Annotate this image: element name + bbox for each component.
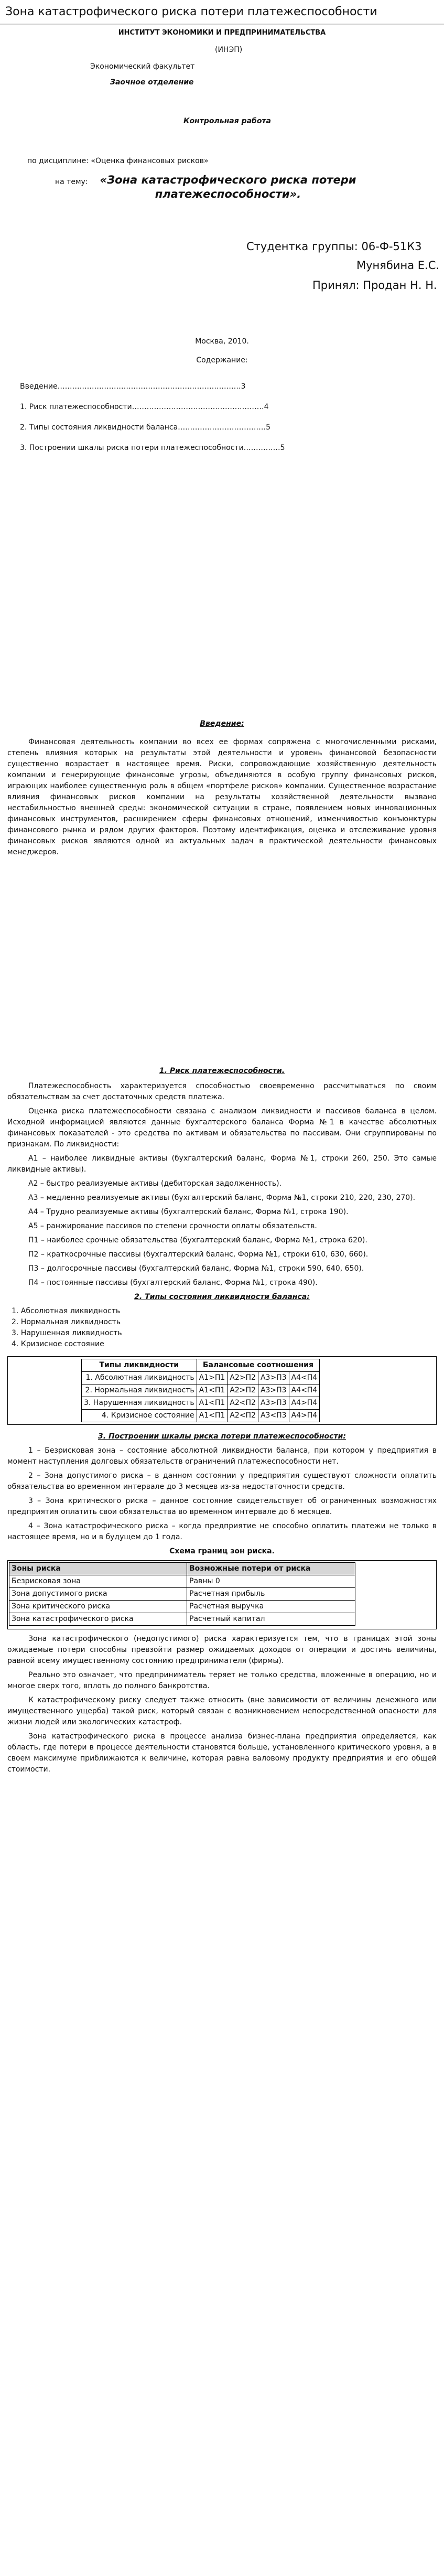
paragraph: К катастрофическому риску следует также относить (вне зависимости от величины денежного или имущественного ущерба) такой риск, который связан с возникновением непосредственной опасности для жизни людей или экологических катастроф.	[7, 1696, 437, 1726]
section1-heading: 1. Риск платежеспособности.	[159, 1067, 285, 1075]
paragraph: Оценка риска платежеспособности связана с анализом ликвидности и пассивов баланса в целом. Исходной информацией являются данные бухгалтерского баланса Форма №1 в качестве абсолютных финансовых показателей - это средства по активам и обязательства по пассивам. Они сгруппированы по признакам. По ликвидности:	[7, 1107, 437, 1149]
list-item: 3. Нарушенная ликвидность	[12, 1329, 122, 1337]
column-header: Типы ликвидности	[82, 1359, 197, 1372]
table-cell: А3>П3	[258, 1372, 289, 1384]
table-cell: А4>П4	[289, 1397, 320, 1410]
zone-description: 3 – Зона критического риска – данное состояние свидетельствует об ограниченных возможностях предприятия оплатить свои обязательства во временном интервале до 6 месяцев.	[7, 1497, 437, 1516]
asset-a3: А3 – медленно реализуемые активы (бухгалтерский баланс, Форма №1, строки 210, 220, 230, 270).	[28, 1194, 416, 1202]
title-page	[0, 25, 444, 387]
asset-a4: А4 – Трудно реализуемые активы (бухгалтерский баланс, Форма №1, строка 190).	[28, 1208, 349, 1216]
table-row	[82, 1397, 320, 1410]
table-row	[82, 1384, 320, 1397]
table-row	[9, 1613, 355, 1626]
student-group: Студентка группы: 06-Ф-51К3	[246, 240, 422, 253]
scheme-title: Схема границ зон риска.	[169, 1547, 275, 1555]
table-cell: Зона катастрофического риска	[9, 1613, 187, 1626]
table-cell: А4<П4	[289, 1372, 320, 1384]
intro-heading: Введение:	[200, 720, 244, 728]
table-row	[82, 1372, 320, 1384]
institute-name: ИНСТИТУТ ЭКОНОМИКИ И ПРЕДПРИНИМАТЕЛЬСТВА	[118, 29, 326, 37]
paragraph: Зона катастрофического (недопустимого) риска характеризуется тем, что в границах этой зоны ожидаемые потери способны превзойти размер ожидаемых доходов от операции и достичь величины, равной всему имущественному состоянию предпринимателя (фирмы).	[7, 1635, 437, 1665]
paragraph: Реально это означает, что предприниматель теряет не только средства, вложенные в операцию, но и многое сверх того, вплоть до полного банкротства.	[7, 1671, 437, 1690]
table-cell: А2<П2	[228, 1410, 258, 1422]
contents-title: Содержание:	[196, 356, 248, 364]
table-cell: А2>П2	[228, 1372, 258, 1384]
work-type: Контрольная работа	[183, 117, 272, 125]
liquidity-types-list	[0, 1306, 444, 1350]
column-header: Балансовые соотношения	[197, 1359, 320, 1372]
table-cell: 3. Нарушенная ликвидность	[82, 1397, 197, 1410]
toc-item[interactable]: 3. Построении шкалы риска потери платежеспособности……………5	[20, 444, 285, 452]
institute-abbr: (ИНЭП)	[215, 46, 243, 54]
city-year: Москва, 2010.	[195, 337, 249, 346]
section3-heading: 3. Построении шкалы риска потери платежеспособности:	[98, 1432, 346, 1441]
table-row	[9, 1575, 355, 1588]
table-cell: Расчетная выручка	[187, 1601, 355, 1613]
faculty: Экономический факультет	[90, 62, 195, 71]
teacher: Принял: Продан Н. Н.	[312, 279, 437, 292]
table-cell: А1<П1	[197, 1384, 228, 1397]
zone-description: 2 – Зона допустимого риска – в данном состоянии у предприятия существуют сложности оплатить обязательства во временном интервале до 3 месяцев из-за недостаточности средств.	[7, 1472, 437, 1491]
table-cell: А1>П1	[197, 1372, 228, 1384]
zone-description: 4 – Зона катастрофического риска – когда предприятие не способно оплатить платежи не только в настоящее время, но и в будущем до 1 года.	[7, 1522, 437, 1541]
table-cell: 1. Абсолютная ликвидность	[82, 1372, 197, 1384]
toc-item[interactable]: Введение…………………………………………………………………3	[20, 382, 246, 391]
table-row	[9, 1601, 355, 1613]
table-cell: А1<П1	[197, 1410, 228, 1422]
liability-p3: П3 – долгосрочные пассивы (бухгалтерский баланс, Форма №1, строки 590, 640, 650).	[28, 1264, 364, 1273]
list-item: 1. Абсолютная ликвидность	[12, 1307, 121, 1315]
topic-label: на тему:	[55, 178, 88, 186]
risk-zones-table	[9, 1562, 355, 1626]
discipline: по дисциплине: «Оценка финансовых рисков»	[27, 157, 209, 165]
asset-a1: А1 – наиболее ликвидные активы (бухгалтерский баланс, Форма №1, строки 260, 250. Это самые ликвидные активы).	[7, 1154, 437, 1174]
intro-section	[0, 718, 444, 858]
list-item: 4. Кризисное состояние	[12, 1340, 104, 1348]
table-row	[82, 1410, 320, 1422]
section2-heading: 2. Типы состояния ликвидности баланса:	[134, 1293, 310, 1301]
table-cell: А4>П4	[289, 1410, 320, 1422]
paragraph: Зона катастрофического риска в процессе анализа бизнес-плана предприятия определяется, как область, где потери в процессе деятельности становятся больше, установленного критического уровня, а в своем максимуме приближаются к величине, которая равна валовому продукту предприятия и его общей стоимости.	[7, 1732, 437, 1774]
table-of-contents	[0, 381, 444, 454]
student-name: Мунябина Е.С.	[356, 259, 440, 272]
table-cell: Безрисковая зона	[9, 1575, 187, 1588]
table-cell: А3>П3	[258, 1397, 289, 1410]
liability-p1: П1 – наиболее срочные обязательства (бухгалтерский баланс, Форма №1, строка 620).	[28, 1236, 367, 1244]
section-liquidity-types	[0, 1292, 444, 1425]
liquidity-table-frame	[7, 1356, 437, 1425]
liquidity-table	[81, 1359, 320, 1422]
table-cell: А1<П1	[197, 1397, 228, 1410]
table-cell: 2. Нормальная ликвидность	[82, 1384, 197, 1397]
section-solvency-risk	[0, 1066, 444, 1289]
table-cell: 4. Кризисное состояние	[82, 1410, 197, 1422]
intro-paragraph: Финансовая деятельность компании во всех ее формах сопряжена с многочисленными рисками, степень влияния которых на результаты этой деятельности и уровень финансовой безопасности существенно возрастает в настоящее время. Риски, сопровождающие хозяйственную деятельность компании и генерирующие финансовые угрозы, объединяются в особую группу финансовых рисков, играющих наиболее существенную роль в общем «портфеле рисков» компании. Существенное возрастание влияния финансовых рисков компании на результаты хозяйственной деятельности вызвано нестабильностью внешней среды: экономической ситуации в стране, появлением новых инновационных финансовых инструментов, расширением сферы финансовых отношений, изменчивостью конъюнктуры финансового рынка и рядом других факторов. Поэтому идентификация, оценка и отслеживание уровня финансовых рисков являются одной из актуальных задач в практической деятельности финансовых менеджеров.	[7, 738, 437, 856]
asset-a2: А2 – быстро реализуемые активы (дебиторская задолженность).	[28, 1179, 282, 1188]
table-cell: Равны 0	[187, 1575, 355, 1588]
table-row	[9, 1588, 355, 1601]
table-cell: А2<П2	[228, 1397, 258, 1410]
scheme-table-frame	[7, 1560, 437, 1629]
table-cell: А3>П3	[258, 1384, 289, 1397]
toc-item[interactable]: 1. Риск платежеспособности………………………………………………4	[20, 403, 269, 411]
table-cell: Расчетная прибыль	[187, 1588, 355, 1601]
list-item: 2. Нормальная ликвидность	[12, 1318, 121, 1326]
section-risk-scale	[0, 1431, 444, 1775]
liability-p2: П2 – краткосрочные пассивы (бухгалтерский баланс, Форма №1, строки 610, 630, 660).	[28, 1250, 369, 1259]
column-header: Зоны риска	[9, 1563, 187, 1575]
department: Заочное отделение	[110, 78, 194, 87]
zone-description: 1 – Безрисковая зона – состояние абсолютной ликвидности баланса, при котором у предприятия в момент наступления долговых обязательств ограничений платежеспособности нет.	[7, 1446, 437, 1466]
table-cell: А3<П3	[258, 1410, 289, 1422]
liability-p4: П4 – постоянные пассивы (бухгалтерский баланс, Форма №1, строка 490).	[28, 1279, 318, 1287]
column-header: Возможные потери от риска	[187, 1563, 355, 1575]
table-cell: Зона допустимого риска	[9, 1588, 187, 1601]
topic: «Зона катастрофического риска потери платежеспособности».	[100, 174, 356, 201]
paragraph: Платежеспособность характеризуется способностью своевременно рассчитываться по своим обязательствам за счет достаточных средств платежа.	[7, 1082, 437, 1101]
asset-a5: А5 – ранжирование пассивов по степени срочности оплаты обязательств.	[28, 1222, 317, 1230]
table-cell: А2>П2	[228, 1384, 258, 1397]
table-cell: Расчетный капитал	[187, 1613, 355, 1626]
table-cell: Зона критического риска	[9, 1601, 187, 1613]
document-title: Зона катастрофического риска потери платежеспособности	[0, 0, 444, 25]
table-cell: А4<П4	[289, 1384, 320, 1397]
toc-item[interactable]: 2. Типы состояния ликвидности баланса………………………………5	[20, 423, 271, 432]
